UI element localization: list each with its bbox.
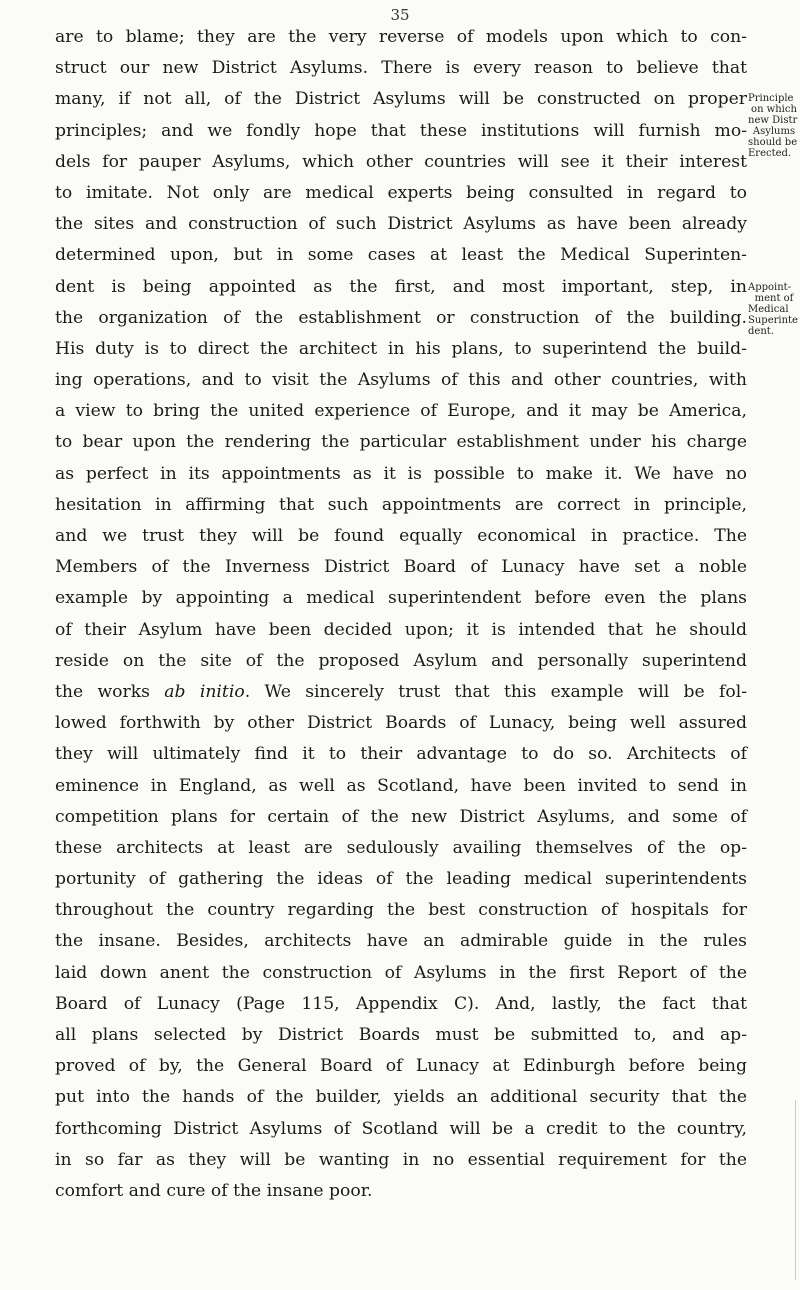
text-line: determined upon, but in some cases at least the Medical Superinten-: [55, 245, 747, 266]
margin-note-line: dent.: [748, 326, 774, 337]
margin-note-principles: [748, 93, 800, 159]
text-line: to imitate. Not only are medical experts being consulted in regard to: [55, 182, 747, 203]
margin-note-line: ment of: [754, 293, 794, 304]
margin-note-line: should be: [748, 137, 798, 148]
text-line: laid down anent the construction of Asylums in the first Report of the: [55, 962, 747, 983]
text-line: and we trust they will be found equally economical in practice. The: [55, 526, 747, 546]
margin-note-appointment: [748, 282, 800, 337]
text-line: to bear upon the rendering the particular establishment under his charge: [55, 432, 747, 453]
margin-note-line: Erected.: [748, 148, 792, 159]
text-line: dent is being appointed as the first, and most important, step, in: [55, 276, 747, 297]
text-line: lowed forthwith by other District Boards of Lunacy, being well assured: [55, 713, 747, 734]
text-line: are to blame; they are the very reverse of models upon which to con-: [55, 27, 747, 47]
text-line: many, if not all, of the District Asylums will be constructed on proper: [55, 89, 747, 110]
margin-note-line: Appoint-: [748, 282, 792, 293]
text-line: the sites and construction of such District Asylums as have been already: [55, 214, 747, 235]
text-line: in so far as they will be wanting in no essential requirement for the: [55, 1149, 747, 1170]
text-line: the organization of the establishment or construction of the building.: [55, 307, 747, 328]
text-line: they will ultimately find it to their advantage to do so. Architects of: [55, 744, 747, 765]
text-line: reside on the site of the proposed Asylum and personally superintend: [55, 650, 747, 671]
text-line: [55, 677, 747, 708]
text-line: of their Asylum have been decided upon; it is intended that he should: [55, 619, 747, 640]
text-line: portunity of gathering the ideas of the leading medical superintendents: [55, 869, 747, 890]
text-line: struct our new District Asylums. There is every reason to believe that: [55, 58, 747, 79]
margin-note-line: on which: [751, 104, 797, 115]
text-line-part: the works: [55, 681, 165, 702]
text-line: comfort and cure of the insane poor.: [55, 1180, 373, 1201]
text-line: all plans selected by District Boards must be submitted to, and ap-: [55, 1025, 747, 1045]
text-line-part: . We sincerely trust that this example will be fol-: [244, 681, 748, 702]
text-line: ing operations, and to visit the Asylums of this and other countries, with: [55, 370, 747, 391]
text-line: hesitation in affirming that such appointments are correct in principle,: [55, 494, 747, 515]
margin-note-line: Principle: [748, 93, 794, 104]
text-line: these architects at least are sedulously availing themselves of the op-: [55, 837, 747, 858]
text-line: Board of Lunacy (Page 115, Appendix C). And, lastly, the fact that: [55, 993, 747, 1014]
text-line: Members of the Inverness District Board of Lunacy have set a noble: [55, 557, 747, 578]
text-line: competition plans for certain of the new District Asylums, and some of: [55, 806, 747, 827]
page-edge-shadow: [795, 1100, 796, 1280]
text-line: dels for pauper Asylums, which other countries will see it their interest: [55, 151, 747, 172]
body-text: [55, 22, 775, 1207]
text-line: as perfect in its appointments as it is possible to make it. We have no: [55, 463, 747, 484]
margin-note-line: Medical: [748, 304, 789, 315]
text-line: proved of by, the General Board of Lunacy at Edinburgh before being: [55, 1056, 747, 1077]
text-line: a view to bring the united experience of Europe, and it may be America,: [55, 401, 747, 422]
page-number: 35: [390, 6, 410, 24]
margin-note-line: Asylums: [752, 126, 796, 137]
text-line-italic: ab initio: [164, 681, 245, 702]
text-line: principles; and we fondly hope that these institutions will furnish mo-: [55, 120, 747, 141]
text-line: the insane. Besides, architects have an admirable guide in the rules: [55, 931, 747, 952]
text-line: put into the hands of the builder, yields an additional security that the: [55, 1087, 747, 1108]
text-line: eminence in England, as well as Scotland, have been invited to send in: [55, 775, 747, 796]
text-line: example by appointing a medical superintendent before even the plans: [55, 588, 747, 609]
text-line: His duty is to direct the architect in his plans, to superintend the build-: [55, 338, 747, 359]
text-line: throughout the country regarding the best construction of hospitals for: [55, 900, 747, 921]
margin-note-line: Superinte: [748, 315, 798, 326]
text-line: forthcoming District Asylums of Scotland will be a credit to the country,: [55, 1118, 747, 1139]
margin-note-line: new Distr: [748, 115, 798, 126]
